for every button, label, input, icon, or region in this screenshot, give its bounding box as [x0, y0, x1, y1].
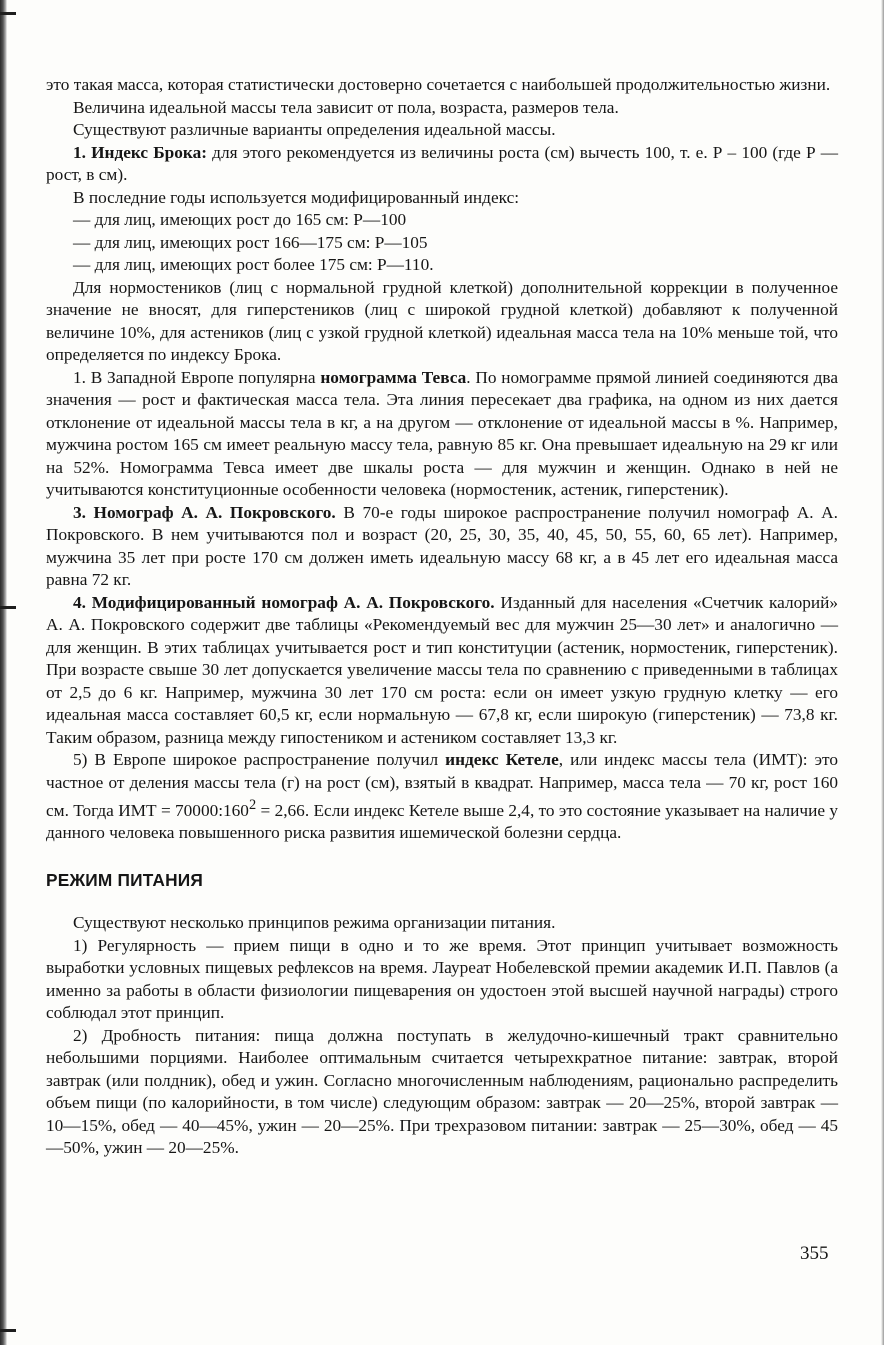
paragraph: Существуют несколько принципов режима организации питания.: [73, 913, 556, 933]
broca-index-term: 1. Индекс Брока:: [73, 142, 208, 162]
paragraph: Существуют различные варианты определения идеальной массы.: [73, 120, 556, 139]
tevs-nomogram-term: номограмма Тевса: [320, 367, 467, 387]
binding-edge: [0, 0, 7, 1345]
binding-mark: [0, 12, 16, 15]
ketele-index-paragraph: 5) В Европе широкое распространение получил индекс Кетеле, или индекс массы тела (ИМТ): это частное от деления массы тела (г) на рост (см), взятый в квадрат. Например, масса тела — 70 кг, рост 160 см. Тогда ИМТ = $70000:160^2 = 2,66$. Если индекс Кетеле выше 2,4, то это состояние указывает на наличие у данного человека повышенного риска развития ишемической болезни сердца.: [46, 750, 838, 843]
paragraph: 1) Регулярность — прием пищи в одно и то же время. Этот принцип учитывает возможность выработки условных пищевых рефлексов на время. Лауреат Нобелевской премии академик И.П. Павлов (а именно за работы в области физиологии пищеварения он удостоен этой высшей научной награды) строго соблюдал этот принцип.: [46, 935, 838, 1023]
pokrovsky-nomograph-term: 3. Номограф А. А. Покровского.: [73, 502, 336, 522]
list-item: — для лиц, имеющих рост 166—175 см: Р—105: [73, 232, 428, 252]
binding-mark: [0, 1329, 16, 1332]
broca-index-paragraph: 1. Индекс Брока: для этого рекомендуется из величины роста (см) вычесть 100, т. е. Р – 100 (где Р — рост, в см).: [46, 142, 838, 184]
page-body: [46, 74, 838, 1160]
binding-mark: [0, 606, 16, 609]
paragraph: Величина идеальной массы тела зависит от пола, возраста, размеров тела.: [73, 97, 619, 117]
continued-paragraph: это такая масса, которая статистически достоверно сочетается с наибольшей продолжительностью жизни.: [46, 75, 831, 94]
page-number: 355: [800, 1243, 829, 1264]
list-item: — для лиц, имеющих рост более 175 см: Р—110.: [73, 255, 434, 274]
superscript: 2: [248, 797, 257, 813]
paragraph: В последние годы используется модифицированный индекс:: [73, 187, 520, 207]
modified-pokrovsky-paragraph: 4. Модифицированный номограф А. А. Покровского. Изданный для населения «Счетчик калорий» А. А. Покровского содержит две таблицы «Рекомендуемый вес для мужчин 25—30 лет» и аналогично — для женщин. В этих таблицах учитывается рост и тип конституции (астеник, нормостеник, гиперстеник). При возрасте свыше 30 лет допускается увеличение массы тела по сравнению с приведенными в таблицах от 2,5 до 6 кг. Например, мужчина 30 лет 170 см роста: если он имеет узкую грудную клетку — его идеальная масса составляет 60,5 кг, если нормальную — 67,8 кг, если широкую (гиперстеник) — 73,8 кг. Таким образом, разница между гипостеником и астеником составляет 13,3 кг.: [46, 592, 838, 747]
pokrovsky-nomograph-paragraph: 3. Номограф А. А. Покровского. В 70-е годы широкое распространение получил номограф А. А. Покровского. В нем учитываются пол и возраст (20, 25, 30, 35, 40, 45, 50, 55, 60, 65 лет). Например, мужчина 35 лет при росте 170 см должен иметь идеальную массу 68 кг, а в 45 лет его идеальная масса равна 72 кг.: [46, 502, 838, 589]
ideal-mass-intro: [46, 97, 838, 367]
ketele-index-term: индекс Кетеле: [445, 750, 559, 769]
tevs-nomogram-paragraph: 1. В Западной Европе популярна номограмма Тевса. По номограмме прямой линией соединяются два значения — рост и фактическая масса тела. Эта линия пересекает два графика, на одном из них дается отклонение от идеальной массы тела в кг, а на другом — отклонение от идеальной массы в %. Например, мужчина ростом 165 см имеет реальную массу тела, равную 85 кг. Она превышает идеальную на 29 кг или на 52%. Номограмма Тевса имеет две шкалы роста — для мужчин и женщин. Однако в ней не учитываются конституционные особенности человека (нормостеник, астеник, гиперстеник).: [46, 367, 838, 499]
paragraph: Для нормостеников (лиц с нормальной грудной клеткой) дополнительной коррекции в полученное значение не вносят, для гиперстеников (лиц с широкой грудной клеткой) добавляют к полученной величине 10%, для астеников (лиц с узкой грудной клеткой) идеальная масса тела на 10% меньше той, что определяется по индексу Брока.: [46, 277, 838, 364]
section-heading: РЕЖИМ ПИТАНИЯ: [46, 869, 203, 890]
paragraph: 2) Дробность питания: пища должна поступать в желудочно-кишечный тракт сравнительно небольшими порциями. Наиболее оптимальным считается четырехкратное питание: завтрак, второй завтрак (или полдник), обед и ужин. Согласно многочисленным наблюдениям, рационально распределить объем пищи (по калорийности, в том числе) следующим образом: завтрак — 20—25%, второй завтрак — 10—15%, обед — 40—45%, ужин — 20—25%. При трехразовом питании: завтрак — 25—30%, обед — 45—50%, ужин — 20—25%.: [46, 1025, 838, 1158]
list-item: — для лиц, имеющих рост до 165 см: Р—100: [73, 210, 407, 229]
modified-pokrovsky-term: 4. Модифицированный номограф А. А. Покровского.: [73, 592, 495, 612]
